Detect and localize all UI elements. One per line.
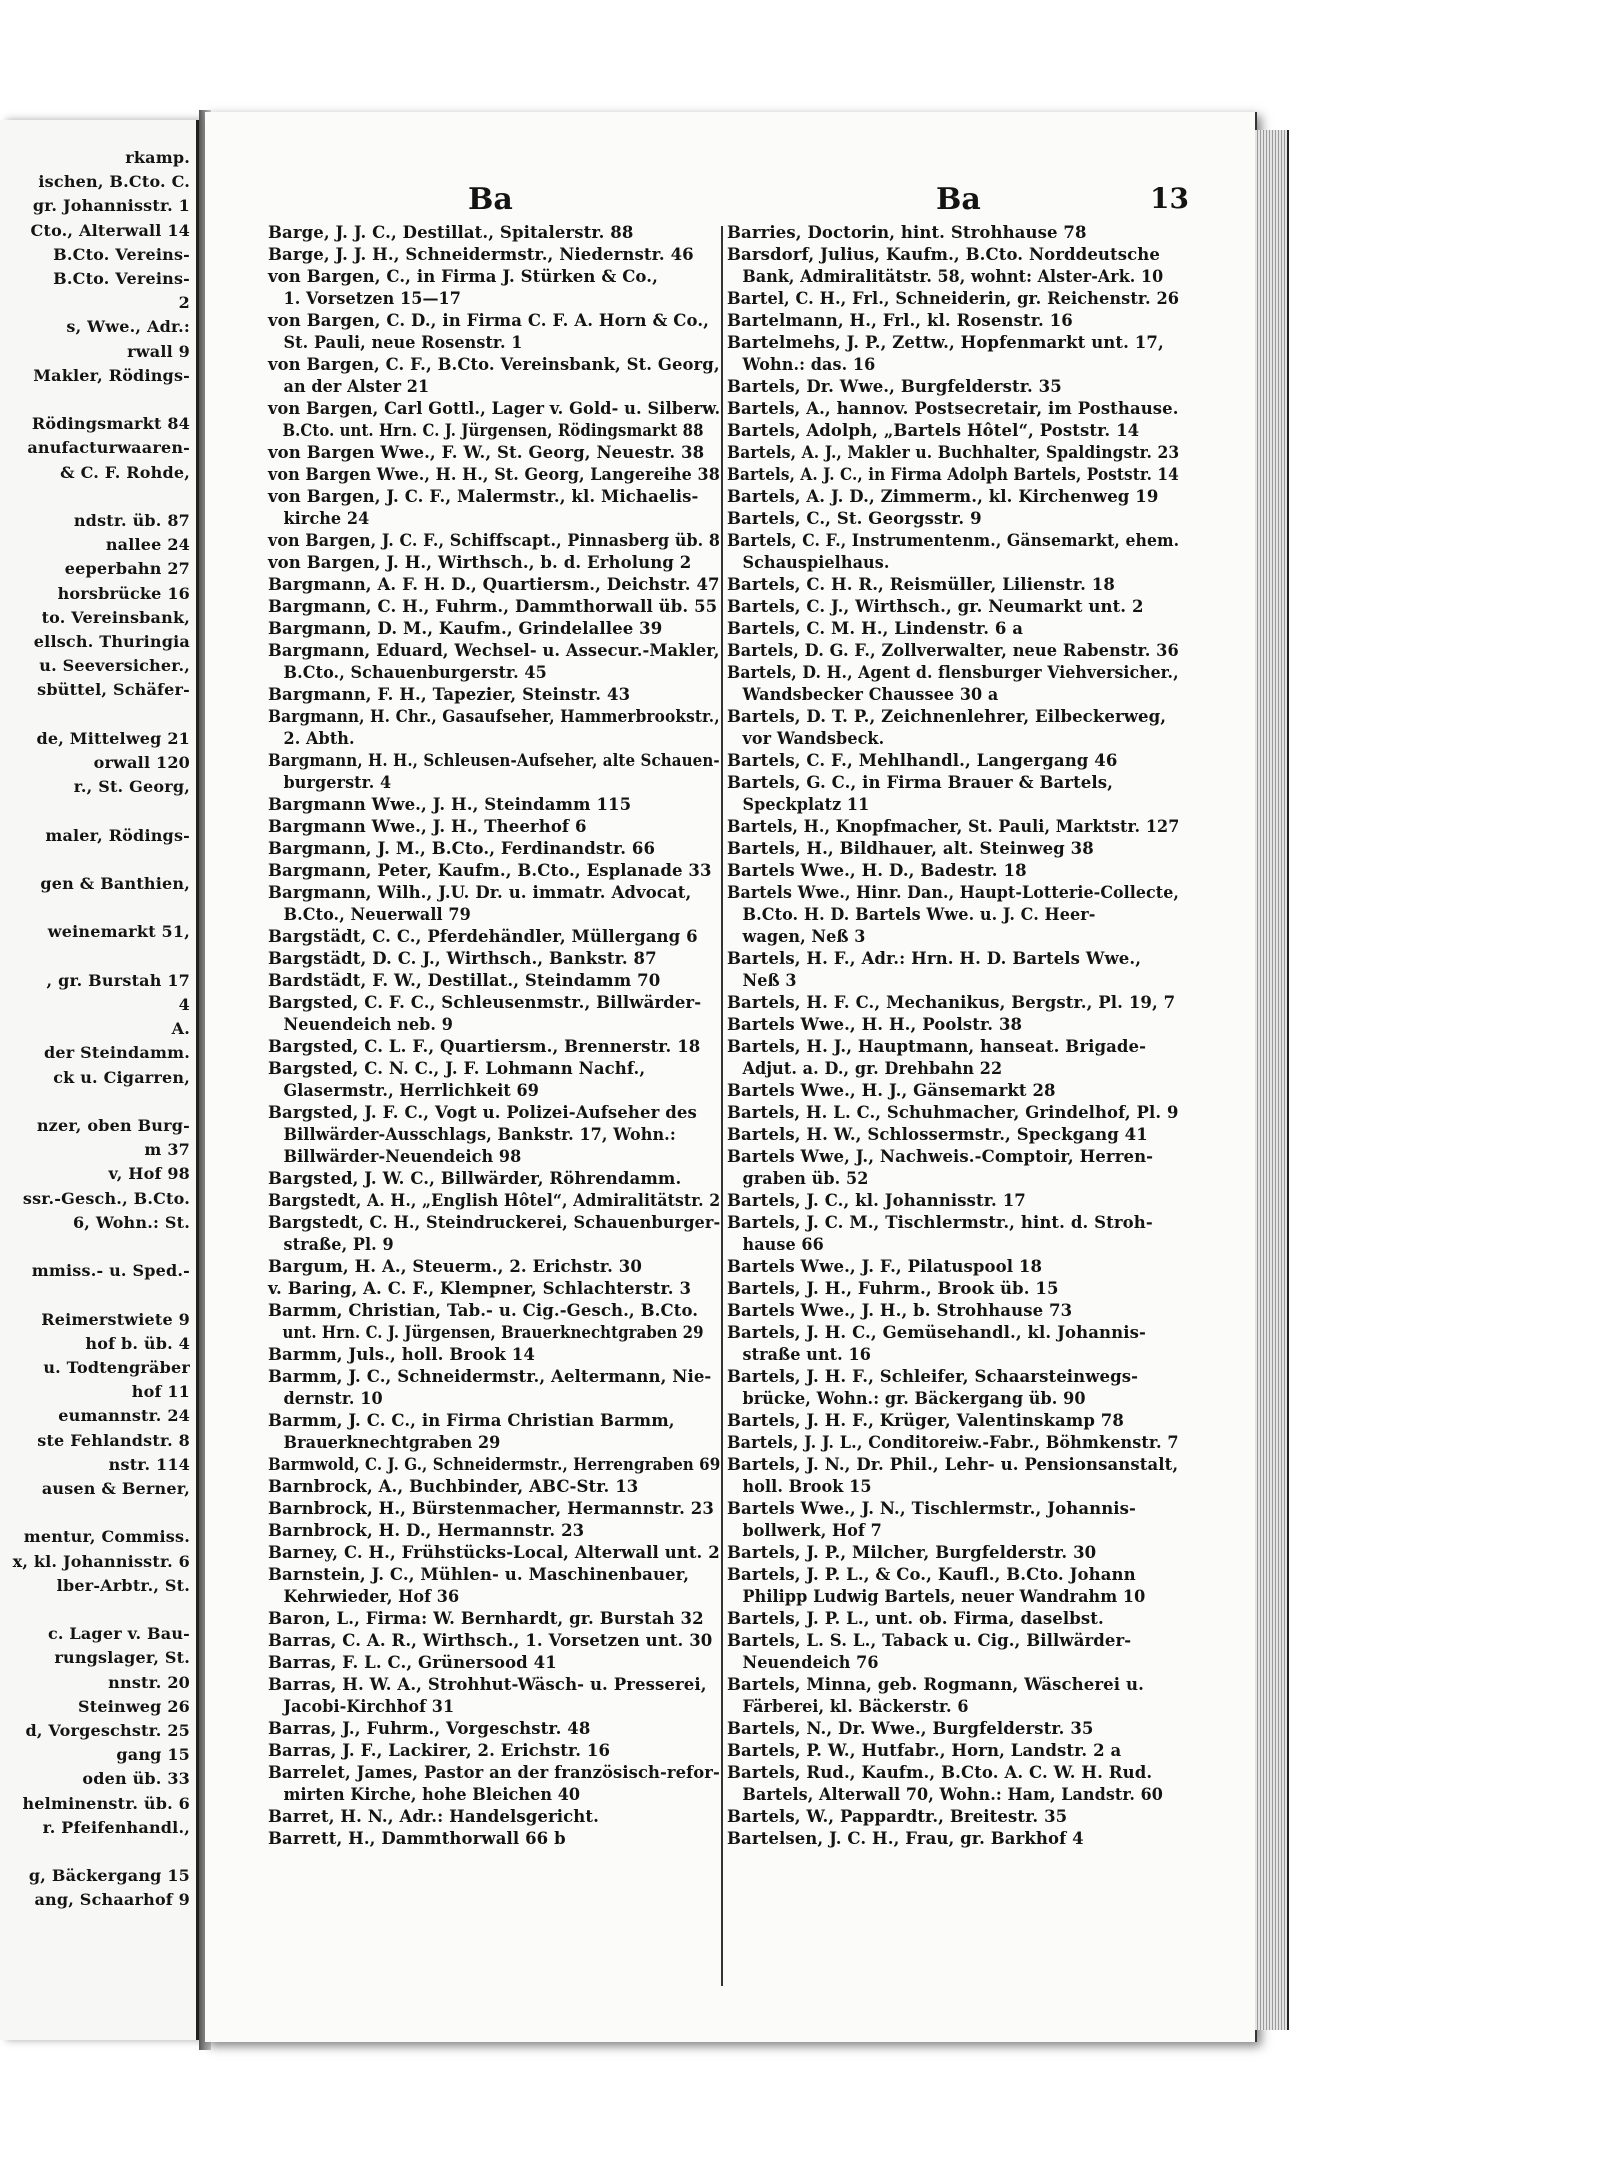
directory-entry-continuation: Bartels, Alterwall 70, Wohn.: Ham, Landstr. 60 [742,1785,1163,1804]
directory-entry: von Bargen Wwe., H. H., St. Georg, Langereihe 38 [268,465,720,484]
directory-entry: Bartels, H. J., Hauptmann, hanseat. Brigade- [727,1037,1147,1056]
directory-entry: Bargmann, D. M., Kaufm., Grindelallee 39 [268,619,663,638]
directory-entry: Bartelmehs, J. P., Zettw., Hopfenmarkt unt. 17, [727,333,1164,352]
directory-entry: v. Baring, A. C. F., Klempner, Schlachterstr. 3 [268,1279,692,1298]
directory-entry: Bargmann Wwe., J. H., Theerhof 6 [268,817,587,836]
directory-entry: Bardstädt, F. W., Destillat., Steindamm 70 [268,971,661,990]
directory-entry: Barrett, H., Dammthorwall 66 b [268,1829,566,1848]
directory-entry: Bargum, H. A., Steuerm., 2. Erichstr. 30 [268,1257,642,1276]
directory-entry-continuation: Adjut. a. D., gr. Drehbahn 22 [742,1059,1003,1078]
previous-page-line: lber-Arbtr., St. [56,1575,190,1595]
directory-entry-continuation: Brauerknechtgraben 29 [283,1433,501,1452]
previous-page-line: ausen & Berner, [41,1479,190,1498]
directory-entry: Bartels, A. J., Makler u. Buchhalter, Spaldingstr. 23 [727,443,1180,462]
directory-entry: Bargmann, Wilh., J.U. Dr. u. immatr. Advocat, [268,883,692,902]
directory-entry: Barge, J. J. H., Schneidermstr., Niedernstr. 46 [268,245,694,264]
directory-entry: Bargsted, C. F. C., Schleusenmstr., Billwärder- [268,993,702,1012]
directory-entry-continuation: brücke, Wohn.: gr. Bäckergang üb. 90 [742,1389,1086,1408]
directory-entry: Barries, Doctorin, hint. Strohhause 78 [727,223,1087,242]
directory-entry: Bargmann, Peter, Kaufm., B.Cto., Esplanade 33 [268,861,712,880]
directory-entry-continuation: 1. Vorsetzen 15—17 [283,289,462,308]
directory-entry: Bartels, C. J., Wirthsch., gr. Neumarkt unt. 2 [727,597,1144,616]
directory-entry: Bartels, P. W., Hutfabr., Horn, Landstr. 2 a [727,1741,1122,1760]
directory-entry: Bartels, J. C., kl. Johannisstr. 17 [727,1191,1026,1210]
directory-entry: Bargmann Wwe., J. H., Steindamm 115 [268,795,632,814]
directory-entry: Bartels Wwe., J. H., b. Strohhause 73 [727,1301,1073,1320]
directory-entry-continuation: vor Wandsbeck. [742,729,885,748]
previous-page-line: ischen, B.Cto. C. [38,172,190,192]
previous-page-line: mentur, Commiss. [23,1527,190,1547]
previous-page-line: g, Bäckergang 15 [28,1866,190,1886]
previous-page-line: ste Fehlandstr. 8 [37,1430,190,1450]
previous-page-line: nzer, oben Burg- [36,1116,190,1135]
directory-entry: Barras, H. W. A., Strohhut-Wäsch- u. Presserei, [268,1675,707,1694]
directory-entry: Barras, F. L. C., Grünersood 41 [268,1653,557,1672]
directory-entry: Bargsted, C. L. F., Quartiersm., Brennerstr. 18 [268,1037,701,1056]
directory-entry-continuation: Billwärder-Neuendeich 98 [283,1147,522,1166]
previous-page-line: to. Vereinsbank, [41,607,190,627]
directory-entry: Bargstädt, C. C., Pferdehändler, Müllergang 6 [268,927,698,946]
previous-page-line: r. Pfeifenhandl., [42,1817,190,1837]
directory-entry: Bartels, J. H. F., Krüger, Valentinskamp 78 [727,1411,1124,1430]
directory-entry: Bargmann, Eduard, Wechsel- u. Assecur.-Makler, [268,641,720,660]
directory-entry: Barmm, Christian, Tab.- u. Cig.-Gesch., B.Cto. [268,1301,699,1320]
directory-entry: Barnbrock, A., Buchbinder, ABC-Str. 13 [268,1477,639,1496]
directory-entry-continuation: mirten Kirche, hohe Bleichen 40 [283,1785,581,1804]
directory-entry: Bargstädt, D. C. J., Wirthsch., Bankstr. 87 [268,949,657,968]
previous-page-line: de, Mittelweg 21 [36,728,190,748]
previous-page-line: x, kl. Johannisstr. 6 [12,1551,190,1571]
directory-entry-continuation: Billwärder-Ausschlags, Bankstr. 17, Wohn.: [283,1125,676,1144]
directory-entry: Bargmann, C. H., Fuhrm., Dammthorwall üb. 55 [268,597,718,616]
previous-page-line: 2 [178,293,190,313]
previous-page-line: sbüttel, Schäfer- [37,680,190,700]
previous-page-edge [0,120,199,2040]
previous-page-line: eumannstr. 24 [58,1406,190,1426]
directory-entry: Bartels, J. H. C., Gemüsehandl., kl. Johannis- [727,1323,1146,1342]
directory-entry: Bartels, W., Pappardtr., Breitestr. 35 [727,1807,1068,1826]
directory-entry-continuation: Neuendeich 76 [742,1653,879,1672]
directory-entry: Barge, J. J. C., Destillat., Spitalerstr. 88 [268,223,634,242]
directory-entry-continuation: burgerstr. 4 [283,773,392,792]
previous-page-line: 4 [178,995,190,1014]
directory-entry: Bartels, J. P., Milcher, Burgfelderstr. 30 [727,1543,1097,1562]
directory-entry: Bartels, H. F., Adr.: Hrn. H. D. Bartels Wwe., [727,949,1142,968]
directory-entry: Bartels Wwe., J. N., Tischlermstr., Johannis- [727,1499,1137,1518]
directory-entry-continuation: straße unt. 16 [742,1345,871,1364]
directory-entry: Bargmann, F. H., Tapezier, Steinstr. 43 [268,685,631,704]
previous-page-line: d, Vorgeschstr. 25 [25,1721,190,1740]
directory-entry: Bargmann, A. F. H. D., Quartiersm., Deichstr. 47 [268,575,720,594]
directory-entry: Bartelmann, H., Frl., kl. Rosenstr. 16 [727,311,1073,330]
directory-entry-continuation: bollwerk, Hof 7 [742,1521,882,1540]
previous-page-line: Makler, Rödings- [33,365,190,385]
previous-page-line: u. Seeversicher., [39,656,190,676]
directory-entry: Barmm, J. C., Schneidermstr., Aeltermann, Nie- [268,1367,712,1386]
running-head-right: Ba [936,182,981,217]
directory-entry: von Bargen Wwe., F. W., St. Georg, Neuestr. 38 [268,443,705,462]
previous-page-line: eeperbahn 27 [64,559,190,579]
directory-entry-continuation: Neß 3 [742,971,797,990]
directory-entry-continuation: Bank, Admiralitätstr. 58, wohnt: Alster-Ark. 10 [742,267,1164,286]
previous-page-line: ssr.-Gesch., B.Cto. [22,1188,190,1208]
directory-entry-continuation: unt. Hrn. C. J. Jürgensen, Brauerknechtgraben 29 [282,1323,704,1342]
directory-entry: Bartelsen, J. C. H., Frau, gr. Barkhof 4 [727,1829,1084,1848]
directory-entry: Bargsted, J. W. C., Billwärder, Röhrendamm. [268,1169,682,1188]
page-stack-edge [1255,130,1289,2030]
previous-page-line: oden üb. 33 [82,1769,190,1789]
directory-entry: von Bargen, Carl Gottl., Lager v. Gold- u. Silberw. [268,399,721,418]
directory-entry: Bartels Wwe., J. F., Pilatuspool 18 [727,1257,1043,1276]
previous-page-line: Reimerstwiete 9 [41,1309,190,1329]
directory-entry: Bartels, Rud., Kaufm., B.Cto. A. C. W. H. Rud. [727,1763,1153,1782]
directory-entry: Bartels Wwe., H. J., Gänsemarkt 28 [727,1081,1056,1100]
previous-page-line: anufacturwaaren- [27,438,190,458]
directory-entry: Bartels, H., Bildhauer, alt. Steinweg 38 [727,839,1094,858]
directory-entry: Bartels, J. P. L., & Co., Kaufl., B.Cto. Johann [727,1565,1136,1584]
previous-page-line: gen & Banthien, [40,874,190,893]
previous-page-line: s, Wwe., Adr.: [66,317,190,337]
directory-entry: Bartels, H. W., Schlossermstr., Speckgang 41 [727,1125,1148,1144]
previous-page-line: rwall 9 [127,341,190,361]
directory-entry: Barrelet, James, Pastor an der französisch-refor- [268,1763,720,1782]
directory-entry-continuation: Speckplatz 11 [742,795,870,814]
directory-entry: Barmwold, C. J. G., Schneidermstr., Herrengraben 69 [268,1455,721,1474]
directory-entry-continuation: Kehrwieder, Hof 36 [283,1587,460,1606]
directory-entry-continuation: Schauspielhaus. [742,553,890,572]
previous-page-line: rkamp. [125,148,190,167]
directory-entry: von Bargen, J. H., Wirthsch., b. d. Erholung 2 [268,553,692,572]
directory-entry: Bartels, J. N., Dr. Phil., Lehr- u. Pensionsanstalt, [727,1455,1179,1474]
directory-entry-continuation: Wandsbecker Chaussee 30 a [742,685,999,704]
directory-entry-continuation: straße, Pl. 9 [283,1235,394,1254]
directory-entry: Bartels, L. S. L., Taback u. Cig., Billwärder- [727,1631,1132,1650]
column-divider [721,226,723,1986]
directory-entry: Bartels, C. F., Instrumentenm., Gänsemarkt, ehem. [727,531,1180,550]
directory-entry: Bartels Wwe., Hinr. Dan., Haupt-Lotterie-Collecte, [727,883,1179,902]
left-column [268,222,721,1850]
directory-entry: Bartels, Adolph, „Bartels Hôtel“, Poststr. 14 [727,421,1140,440]
previous-page-line: Cto., Alterwall 14 [30,220,190,240]
previous-page-line: nstr. 114 [108,1454,190,1474]
previous-page-line: orwall 120 [93,753,190,772]
directory-entry: Barnbrock, H., Bürstenmacher, Hermannstr. 23 [268,1499,714,1518]
page-number: 13 [1150,182,1189,215]
directory-entry: Bartels, H. F. C., Mechanikus, Bergstr., Pl. 19, 7 [727,993,1176,1012]
previous-page-line: nnstr. 20 [108,1672,190,1692]
previous-page-line: maler, Rödings- [45,825,190,845]
directory-entry: Barney, C. H., Frühstücks-Local, Alterwall unt. 2 [268,1543,720,1562]
previous-page-line: & C. F. Rohde, [60,462,190,482]
previous-page-line: hof b. üb. 4 [85,1333,190,1353]
directory-entry-continuation: 2. Abth. [283,729,355,748]
previous-page-line: ck u. Cigarren, [53,1067,190,1087]
directory-entry: von Bargen, J. C. F., Malermstr., kl. Michaelis- [268,487,699,506]
previous-page-line: rungslager, St. [54,1648,190,1668]
directory-entry-continuation: B.Cto. unt. Hrn. C. J. Jürgensen, Rödingsmarkt 88 [282,421,704,440]
directory-entry: Barras, C. A. R., Wirthsch., 1. Vorsetzen unt. 30 [268,1631,713,1650]
directory-entry: Bargmann, H. Chr., Gasaufseher, Hammerbrookstr., [268,707,720,726]
directory-entry: Bartels, Minna, geb. Rogmann, Wäscherei u. [727,1675,1144,1694]
directory-entry-continuation: dernstr. 10 [283,1389,383,1408]
directory-entry-continuation: Wohn.: das. 16 [742,355,876,374]
directory-entry: Bartels, C. F., Mehlhandl., Langergang 46 [727,751,1118,770]
directory-entry: Bartels Wwe., H. H., Poolstr. 38 [727,1015,1023,1034]
previous-page-line: horsbrücke 16 [57,583,190,603]
previous-page-line: nallee 24 [105,535,190,555]
directory-entry-continuation: B.Cto., Neuerwall 79 [283,905,471,924]
previous-page-line: der Steindamm. [44,1043,190,1063]
running-head-left: Ba [468,182,513,217]
directory-entry: Bartel, C. H., Frl., Schneiderin, gr. Reichenstr. 26 [727,289,1180,308]
directory-entry: Bartels, G. C., in Firma Brauer & Bartels, [727,773,1113,792]
directory-entry: Bartels, N., Dr. Wwe., Burgfelderstr. 35 [727,1719,1094,1738]
directory-entry-continuation: kirche 24 [283,509,370,528]
directory-entry: Barras, J., Fuhrm., Vorgeschstr. 48 [268,1719,591,1738]
directory-entry: Bargmann, J. M., B.Cto., Ferdinandstr. 66 [268,839,656,858]
directory-entry-continuation: Jacobi-Kirchhof 31 [283,1697,455,1716]
directory-entry: von Bargen, C., in Firma J. Stürken & Co., [268,267,658,286]
directory-entry: Bargmann, H. H., Schleusen-Aufseher, alte Schauen- [268,751,720,770]
previous-page-line: m 37 [144,1140,190,1160]
directory-entry: Bargsted, J. F. C., Vogt u. Polizei-Aufseher des [268,1103,697,1122]
directory-entry: Bartels, H. L. C., Schuhmacher, Grindelhof, Pl. 9 [727,1103,1179,1122]
previous-page-line: ellsch. Thuringia [33,632,190,651]
directory-entry: Barnbrock, H. D., Hermannstr. 23 [268,1521,585,1540]
previous-page-line: A. [171,1019,190,1039]
directory-entry: von Bargen, C. D., in Firma C. F. A. Horn & Co., [268,311,710,330]
directory-entry: von Bargen, J. C. F., Schiffscapt., Pinnasberg üb. 8 [268,531,721,550]
directory-entry: Bartels, A. J. C., in Firma Adolph Bartels, Poststr. 14 [727,465,1179,484]
previous-page-line: gang 15 [116,1745,190,1765]
directory-entry: Bartels, H., Knopfmacher, St. Pauli, Marktstr. 127 [727,817,1180,836]
directory-entry-continuation: Philipp Ludwig Bartels, neuer Wandrahm 10 [742,1587,1146,1606]
directory-entry-continuation: B.Cto., Schauenburgerstr. 45 [283,663,547,682]
directory-entry: Bartels, C., St. Georgsstr. 9 [727,509,982,528]
previous-page-line: ang, Schaarhof 9 [34,1890,190,1910]
previous-page-line: 6, Wohn.: St. [72,1212,190,1232]
directory-entry: Barnstein, J. C., Mühlen- u. Maschinenbauer, [268,1565,690,1584]
directory-entry: Barmm, J. C. C., in Firma Christian Barmm, [268,1411,675,1430]
previous-page-line: B.Cto. Vereins- [53,269,190,288]
previous-page-line: Steinweg 26 [77,1696,190,1716]
directory-entry: Bartels, J. J. L., Conditoreiw.-Fabr., Böhmkenstr. 7 [727,1433,1179,1452]
previous-page-line: r., St. Georg, [73,777,190,797]
previous-page-line: u. Todtengräber [43,1358,190,1377]
previous-page-line: weinemarkt 51, [47,922,190,942]
directory-entry: Bartels, C. H. R., Reismüller, Lilienstr. 18 [727,575,1115,594]
directory-entry: Bartels, D. T. P., Zeichnenlehrer, Eilbeckerweg, [727,707,1167,726]
directory-entry: Bartels, C. M. H., Lindenstr. 6 a [727,619,1024,638]
previous-page-line: mmiss.- u. Sped.- [31,1261,190,1281]
directory-entry: Bartels, J. H. F., Schleifer, Schaarsteinwegs- [727,1367,1139,1386]
directory-entry: Barras, J. F., Lackirer, 2. Erichstr. 16 [268,1741,611,1760]
directory-entry: Bartels, J. P. L., unt. ob. Firma, daselbst. [727,1609,1104,1628]
directory-entry: Barret, H. N., Adr.: Handelsgericht. [268,1807,599,1826]
previous-page-line: v, Hof 98 [108,1164,190,1184]
directory-entry-continuation: Glasermstr., Herrlichkeit 69 [283,1081,540,1100]
directory-entry-continuation: Neuendeich neb. 9 [283,1015,453,1034]
directory-entry-continuation: B.Cto. H. D. Bartels Wwe. u. J. C. Heer- [742,905,1096,924]
directory-entry: Baron, L., Firma: W. Bernhardt, gr. Burstah 32 [268,1609,704,1628]
directory-entry-continuation: hause 66 [742,1235,824,1254]
previous-page-line: B.Cto. Vereins- [53,244,190,264]
directory-entry: Bartels, A. J. D., Zimmerm., kl. Kirchenweg 19 [727,487,1159,506]
directory-entry: Bargsted, C. N. C., J. F. Lohmann Nachf., [268,1059,646,1078]
directory-entry-continuation: wagen, Neß 3 [742,927,866,946]
directory-entry-continuation: graben üb. 52 [742,1169,869,1188]
previous-page-line: helminenstr. üb. 6 [22,1793,190,1813]
directory-entry: Bartels, D. G. F., Zollverwalter, neue Rabenstr. 36 [727,641,1179,660]
previous-page-line: , gr. Burstah 17 [46,970,190,990]
directory-entry: Barmm, Juls., holl. Brook 14 [268,1345,535,1364]
directory-entry-continuation: holl. Brook 15 [742,1477,872,1496]
directory-entry: Bargstedt, C. H., Steindruckerei, Schauenburger- [268,1213,721,1232]
previous-page-line: hof 11 [131,1382,190,1402]
directory-entry: Bartels, A., hannov. Postsecretair, im Posthause. [727,399,1179,418]
previous-page-line: ndstr. üb. 87 [73,511,190,530]
directory-entry: Bargstedt, A. H., „English Hôtel“, Admiralitätstr. 2 [268,1191,721,1210]
previous-page-line: gr. Johannisstr. 1 [32,196,190,216]
directory-entry: Bartels, J. C. M., Tischlermstr., hint. d. Stroh- [727,1213,1153,1232]
directory-entry: Bartels, Dr. Wwe., Burgfelderstr. 35 [727,377,1062,396]
directory-entry: Bartels Wwe., H. D., Badestr. 18 [727,861,1027,880]
directory-entry: Bartels, D. H., Agent d. flensburger Viehversicher., [727,663,1179,682]
directory-entry: Bartels, J. H., Fuhrm., Brook üb. 15 [727,1279,1059,1298]
directory-entry-continuation: St. Pauli, neue Rosenstr. 1 [283,333,523,352]
directory-entry: Bartels Wwe, J., Nachweis.-Comptoir, Herren- [727,1147,1154,1166]
previous-page-line: c. Lager v. Bau- [47,1624,190,1644]
directory-entry: von Bargen, C. F., B.Cto. Vereinsbank, St. Georg, [268,355,720,374]
directory-entry-continuation: an der Alster 21 [283,377,430,396]
right-column [727,222,1180,1850]
previous-page-line: Rödingsmarkt 84 [31,414,190,434]
directory-entry: Barsdorf, Julius, Kaufm., B.Cto. Norddeutsche [727,245,1160,264]
directory-entry-continuation: Färberei, kl. Bäckerstr. 6 [742,1697,969,1716]
